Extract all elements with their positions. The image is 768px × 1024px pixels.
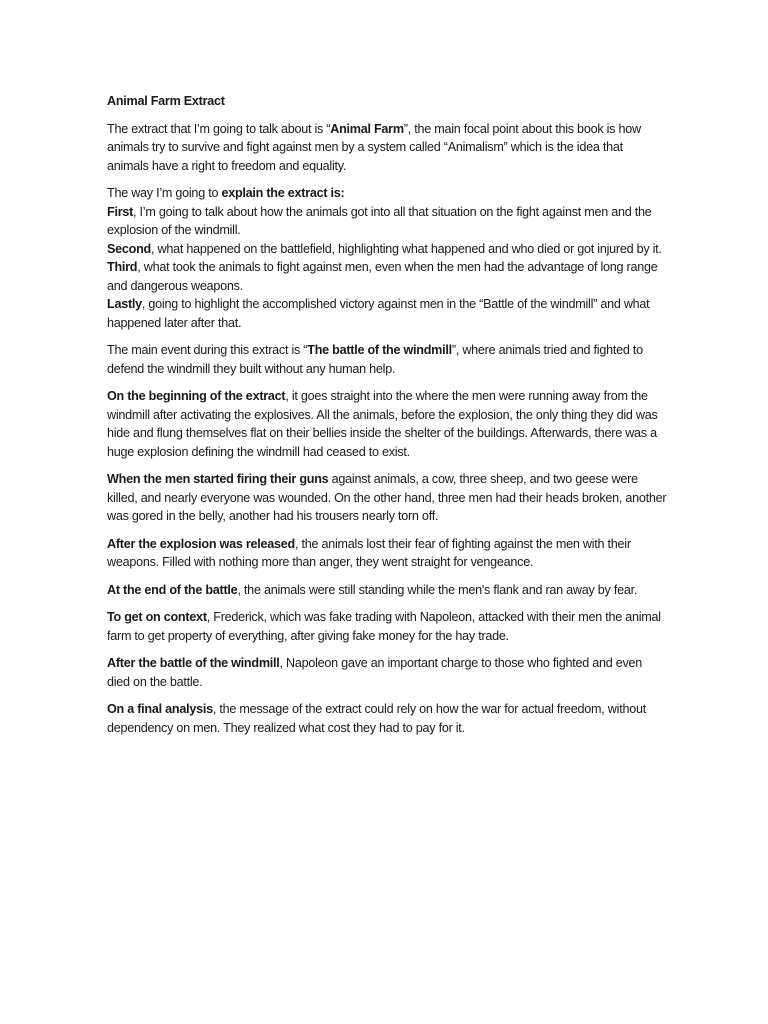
body-paragraph xyxy=(107,470,667,526)
paragraph-lead-bold: On the beginning of the extract xyxy=(107,389,286,403)
plan-item-text: , what took the animals to fight against men, even when the men had the advantage of long range and dangerous weapons. xyxy=(107,260,658,293)
paragraph-lead-bold: On a final analysis xyxy=(107,702,213,716)
plan-item xyxy=(107,295,667,332)
document-page xyxy=(107,92,667,746)
intro-book-title: Animal Farm xyxy=(330,121,404,136)
plan-item-text: , going to highlight the accomplished victory against men in the “Battle of the windmill” and what happened later after that. xyxy=(107,297,650,330)
main-event-rest: ”, where animals tried and fighted to defend the windmill they built without any human help. xyxy=(107,343,643,376)
paragraph-lead-bold: When the men started firing their guns xyxy=(107,472,329,486)
paragraph-text: , Napoleon gave an important charge to those who fighted and even died on the battle. xyxy=(107,656,643,689)
paragraph-text: , the message of the extract could rely on how the war for actual freedom, without dependency on men. They realized what cost they had to pay for it. xyxy=(107,702,646,735)
plan-item-label: Lastly xyxy=(107,297,142,311)
main-event-lead: The main event during this extract is “ xyxy=(107,343,308,357)
body-paragraph xyxy=(107,581,667,600)
main-event-paragraph xyxy=(107,341,667,378)
body-paragraph xyxy=(107,700,667,737)
paragraph-text: , the animals lost their fear of fighting against the men with their weapons. Filled with nothing more than anger, they went straight for vengeance. xyxy=(107,536,631,569)
paragraph-lead-bold: At the end of the battle xyxy=(107,582,238,597)
intro-rest: ”, the main focal point about this book is how animals try to survive and fight against men by a system called “Animalism” which is the idea that animals have a right to freedom and equality. xyxy=(107,121,641,173)
paragraph-text: , Frederick, which was fake trading with Napoleon, attacked with their men the animal farm to get property of everything, after giving fake money for the hay trade. xyxy=(107,610,661,643)
paragraph-text: against animals, a cow, three sheep, and two geese were killed, and nearly everyone was wounded. On the other hand, three men had their heads broken, another was gored in the belly, another had his trousers nearly torn off. xyxy=(107,472,667,523)
body-paragraph xyxy=(107,654,667,691)
plan-item-text: , I’m going to talk about how the animals got into all that situation on the fight against men and the explosion of the windmill. xyxy=(107,204,652,237)
plan-item xyxy=(107,203,667,240)
plan-paragraph xyxy=(107,184,667,332)
main-event-bold: The battle of the windmill xyxy=(307,343,452,357)
plan-item-label: Third xyxy=(107,260,138,274)
paragraph-text: , the animals were still standing while the men's flank and ran away by fear. xyxy=(237,582,638,597)
intro-lead: The extract that I’m going to talk about is “ xyxy=(107,121,331,136)
paragraph-lead-bold: To get on context xyxy=(107,610,207,624)
plan-item xyxy=(107,240,667,259)
intro-paragraph xyxy=(107,120,667,176)
plan-item-label: Second xyxy=(107,241,151,256)
body-paragraph xyxy=(107,535,667,572)
body-paragraph xyxy=(107,387,667,461)
plan-lead-bold: explain the extract is: xyxy=(221,186,345,200)
plan-lead: The way I’m going to xyxy=(107,186,222,200)
plan-item xyxy=(107,258,667,295)
document-title: Animal Farm Extract xyxy=(107,94,225,108)
plan-item-text: , what happened on the battlefield, highlighting what happened and who died or got injured by it. xyxy=(151,241,662,256)
paragraph-lead-bold: After the explosion was released xyxy=(107,536,295,551)
paragraph-lead-bold: After the battle of the windmill xyxy=(107,656,280,670)
plan-lead-line xyxy=(107,184,667,203)
paragraph-text: , it goes straight into the where the men were running away from the windmill after activating the explosives. All the animals, before the explosion, the only thing they did was hide and flung themselves flat on their bellies inside the shelter of the buildings. Afterwards, there was a huge explosion defining the windmill had ceased to exist. xyxy=(107,389,658,459)
body-paragraph xyxy=(107,608,667,645)
plan-item-label: First xyxy=(107,204,134,219)
